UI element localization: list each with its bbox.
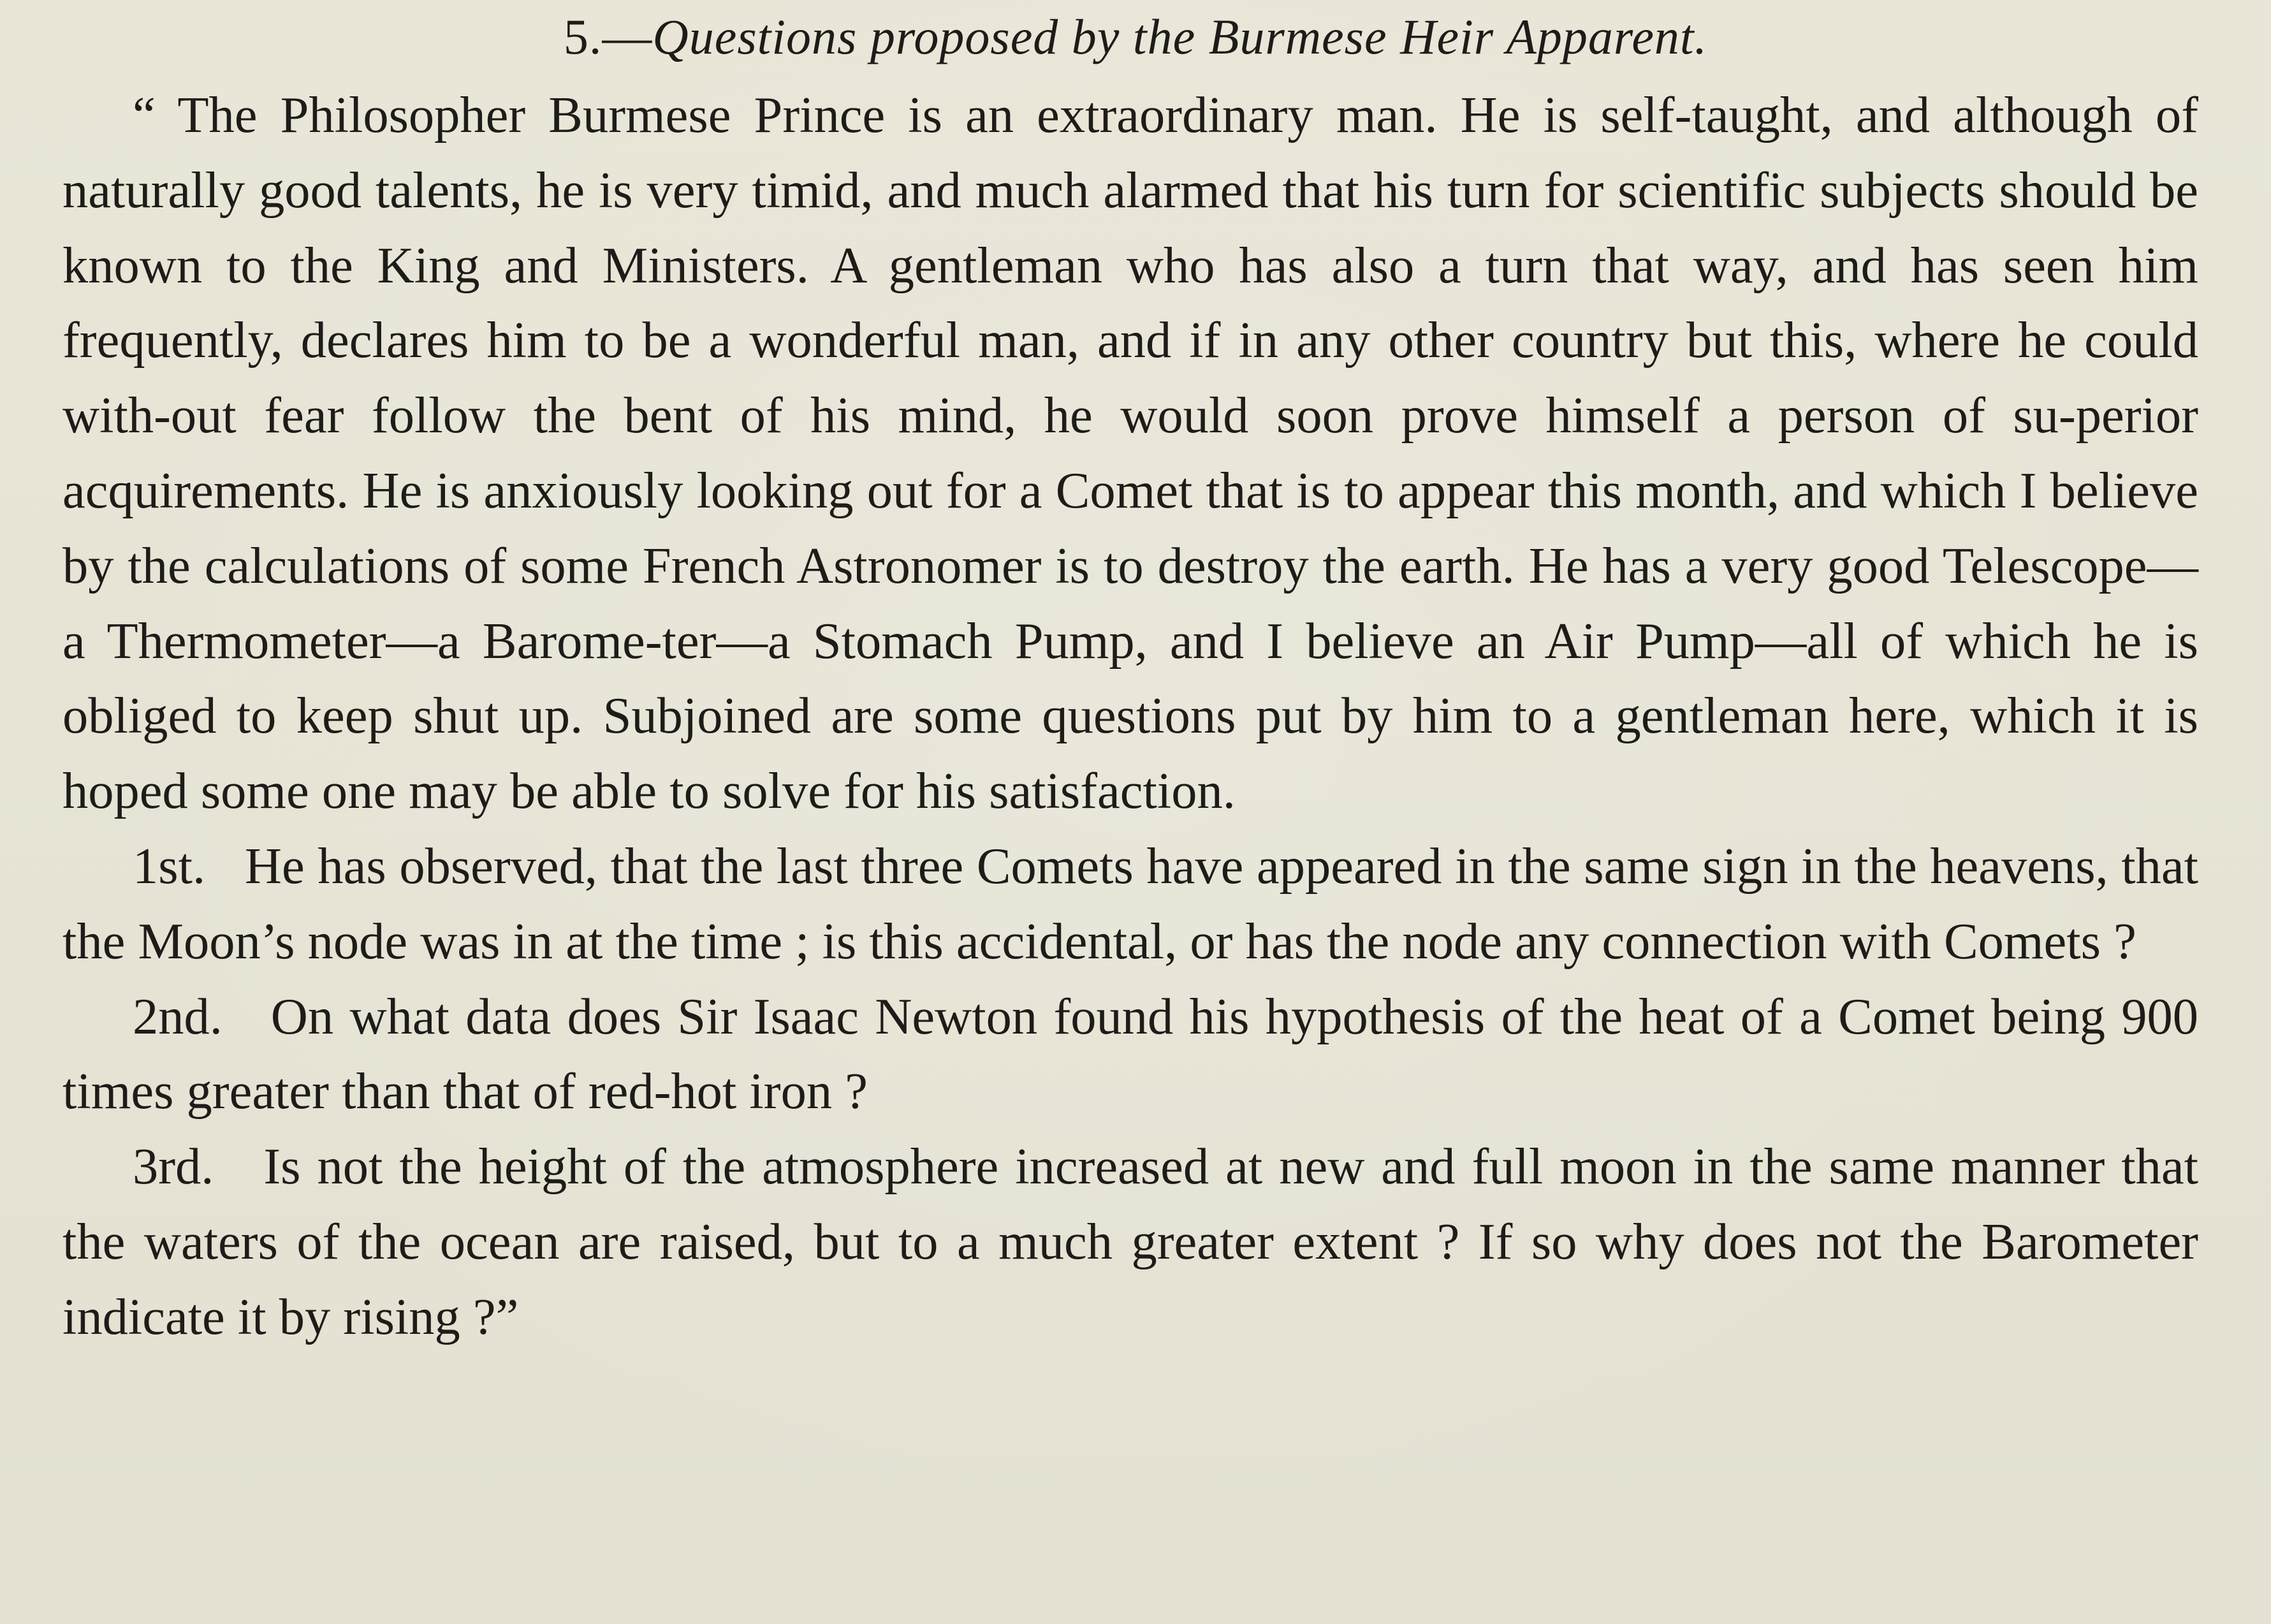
question-1-label: 1st. xyxy=(133,837,206,895)
intro-paragraph: “ The Philosopher Burmese Prince is an extraordinary man. He is self-taught, and although of naturally good talents, he is very timid, and much alarmed that his turn for scientific subjects should be known to the King and Ministers. A gentleman who has also a turn that way, and has seen him frequently, declares him to be a wonderful man, and if in any other country but this, where he could with-out fear follow the bent of his mind, he would soon prove himself a person of su-perior acquirements. He is anxiously looking out for a Comet that is to appear this month, and which I believe by the calculations of some French Astronomer is to destroy the earth. He has a very good Telescope—a Thermometer—a Barome-ter—a Stomach Pump, and I believe an Air Pump—all of which he is obliged to keep shut up. Subjoined are some questions put by him to a gentleman here, which it is hoped some one may be able to solve for his satisfaction. xyxy=(62,87,2198,820)
question-3-label: 3rd. xyxy=(133,1138,214,1196)
question-1-text: He has observed, that the last three Comets have appeared in the same sign in the heavens, that the Moon’s node was in at the time ; is this accidental, or has the node any connection with Comets ? xyxy=(62,837,2198,970)
section-number: 5.— xyxy=(563,9,653,64)
question-3-text: Is not the height of the atmosphere increased at new and full moon in the same manner that the waters of the ocean are raised, but to a much greater extent ? If so why does not the Barometer indicate it by rising ?” xyxy=(62,1138,2198,1345)
section-title: Questions proposed by the Burmese Heir Apparent. xyxy=(652,9,1708,64)
question-2-label: 2nd. xyxy=(133,988,223,1045)
question-1 xyxy=(62,829,2198,979)
article-body xyxy=(62,78,2198,1355)
question-3 xyxy=(62,1129,2198,1354)
section-heading xyxy=(0,5,2271,69)
question-2 xyxy=(62,979,2198,1130)
question-2-text: On what data does Sir Isaac Newton found his hypothesis of the heat of a Comet being 900 times greater than that of red-hot iron ? xyxy=(62,988,2199,1120)
